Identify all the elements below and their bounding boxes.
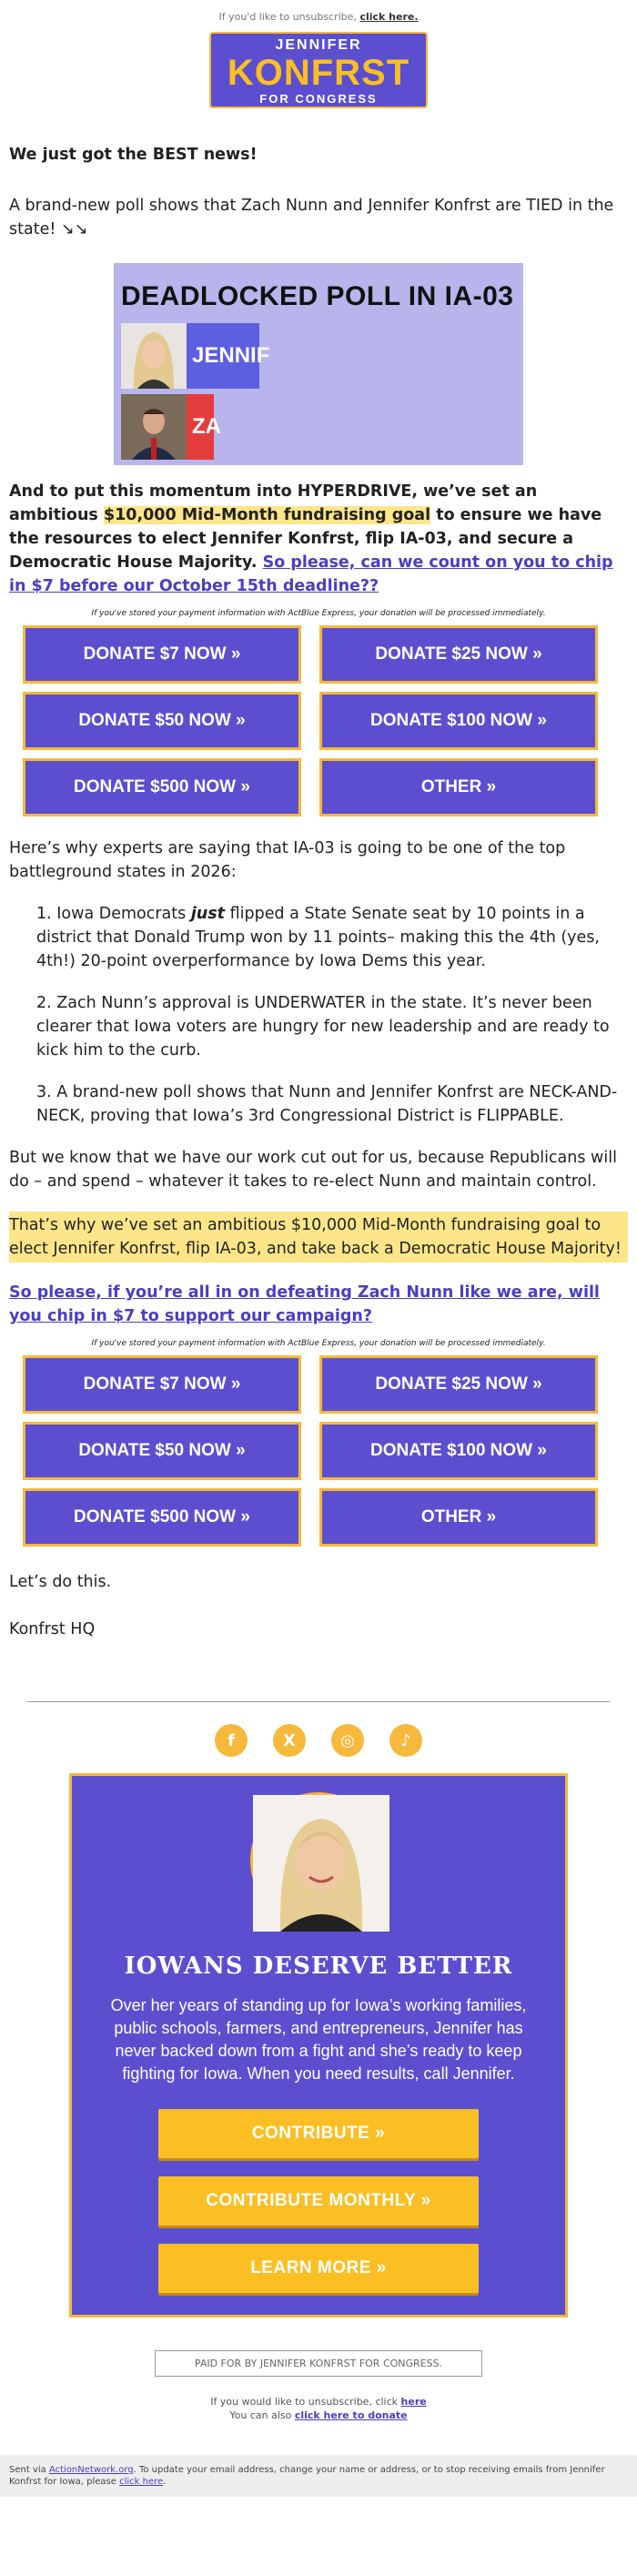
- bio-heading: IOWANS DESERVE BETTER: [124, 1952, 513, 1980]
- logo-wrap: [0, 32, 637, 108]
- unsubscribe-link[interactable]: click here.: [359, 11, 419, 23]
- unsubscribe-header: [0, 0, 637, 23]
- reason-1-emphasis: just: [190, 905, 226, 923]
- bio-card: [69, 1773, 568, 2317]
- logo-tagline: FOR CONGRESS: [259, 92, 378, 106]
- unsubscribe-text: If you'd like to unsubscribe,: [218, 11, 357, 23]
- support-ask-link[interactable]: So please, if you’re all in on defeating Zach Nunn like we are, will you chip in $7 to support our campaign?: [9, 1283, 600, 1325]
- donate-500-button[interactable]: DONATE $500 NOW »: [23, 758, 301, 816]
- donate-50-button[interactable]: DONATE $50 NOW »: [23, 1422, 301, 1480]
- konfrst-photo: [121, 323, 187, 389]
- campaign-logo: [209, 32, 428, 108]
- contribute-button[interactable]: CONTRIBUTE »: [158, 2109, 479, 2158]
- logo-first-name: JENNIFER: [275, 37, 362, 53]
- reason-1-text: 1. Iowa Democrats: [36, 905, 191, 923]
- headshot-image: [253, 1795, 389, 1932]
- konfrst-name: JENNIF: [187, 323, 259, 389]
- but-paragraph: But we know that we have our work cut out for us, because Republicans will do – and spend – whatever it takes to re-elect Nunn and maintain control.: [9, 1149, 617, 1191]
- donate-25-button[interactable]: DONATE $25 NOW »: [319, 625, 598, 684]
- actionnetwork-link[interactable]: ActionNetwork.org: [48, 2465, 134, 2475]
- footer-unsub-link[interactable]: here: [400, 2396, 427, 2408]
- x-icon[interactable]: X: [273, 1724, 306, 1757]
- headshot-photo: [250, 1792, 387, 1929]
- closing-line: Let’s do this.: [9, 1573, 112, 1591]
- donate-other-button[interactable]: OTHER »: [319, 758, 598, 816]
- reason-1: [9, 902, 628, 973]
- nunn-photo: [121, 394, 187, 460]
- manage-email-link[interactable]: click here: [119, 2477, 164, 2487]
- poll-title: DEADLOCKED POLL IN IA-03: [121, 281, 514, 311]
- donate-7-button[interactable]: DONATE $7 NOW »: [23, 1355, 301, 1414]
- instagram-icon[interactable]: ◎: [331, 1724, 364, 1757]
- logo-last-name: KONFRST: [227, 53, 410, 93]
- intro-paragraph: A brand-new poll shows that Zach Nunn and Jennifer Konfrst are TIED in the state! ↘↘: [9, 197, 614, 238]
- closing-section: [0, 1570, 637, 1641]
- greeting: We just got the BEST news!: [9, 146, 258, 164]
- footer-links: [0, 2395, 637, 2422]
- footer-unsub-text: If you would like to unsubscribe, click: [210, 2396, 401, 2408]
- footer-donate-text: You can also: [229, 2409, 295, 2421]
- donate-100-button[interactable]: DONATE $100 NOW »: [319, 1422, 598, 1480]
- donate-7-button[interactable]: DONATE $7 NOW »: [23, 625, 301, 684]
- reason-3: 3. A brand-new poll shows that Nunn and Jennifer Konfrst are NECK-AND-NECK, proving that Iowa’s 3rd Congressional District is FLIPPABLE.: [36, 1083, 618, 1125]
- learn-more-button[interactable]: LEARN MORE »: [158, 2244, 479, 2293]
- candidate-konfrst: [121, 323, 270, 389]
- goal-block: That’s why we’ve set an ambitious $10,000 Mid-Month fundraising goal to elect Jennifer Konfrst, flip IA-03, and take back a Democratic House Majority!: [9, 1212, 628, 1263]
- signoff: Konfrst HQ: [9, 1620, 96, 1638]
- momentum-paragraph: [9, 480, 628, 598]
- email-body-2: [0, 837, 637, 1348]
- reason-1-text-2: flipped a State Senate seat by 10 points in a district that Donald Trump won by 11 points– making this the 4th (yes, 4th!) 20-point overperformance by Iowa Dems this year.: [36, 905, 600, 970]
- divider: [27, 1701, 610, 1702]
- sent-via-rest: . To update your email address, change your name or address, or to stop receiving emails from Jennifer Konfrst for Iowa, please: [9, 2465, 605, 2487]
- footer-donate-link[interactable]: click here to donate: [294, 2409, 408, 2421]
- momentum-text-2: to ensure we have the resources to elect Jennifer Konfrst, flip IA-03, and secure a Democratic House Majority.: [9, 506, 602, 572]
- paid-for-disclaimer: PAID FOR BY JENNIFER KONFRST FOR CONGRESS.: [155, 2350, 482, 2377]
- donate-500-button[interactable]: DONATE $500 NOW »: [23, 1488, 301, 1547]
- why-paragraph: Here’s why experts are saying that IA-03 is going to be one of the top battleground states in 2026:: [9, 839, 566, 881]
- candidate-nunn: [121, 394, 221, 460]
- ask-paragraph: [9, 1281, 628, 1328]
- sent-via-text: Sent via: [9, 2465, 49, 2475]
- donate-50-button[interactable]: DONATE $50 NOW »: [23, 692, 301, 750]
- bio-text: Over her years of standing up for Iowa’s working families, public schools, farmers, and entrepreneurs, Jennifer has never backed down from a fight and she’s ready to keep fighting for Iowa. When you need results, call Jennifer.: [110, 1996, 527, 2083]
- facebook-icon[interactable]: f: [215, 1724, 248, 1757]
- tiktok-icon[interactable]: ♪: [389, 1724, 422, 1757]
- footer-unsubscribe: [0, 2395, 637, 2409]
- poll-image[interactable]: [114, 263, 523, 465]
- donate-buttons-2: [0, 1355, 637, 1547]
- goal-highlight: $10,000 Mid-Month fundraising goal: [103, 506, 431, 524]
- contribute-monthly-button[interactable]: CONTRIBUTE MONTHLY »: [158, 2176, 479, 2226]
- momentum-text: And to put this momentum into HYPERDRIVE, we’ve set an ambitious: [9, 482, 538, 524]
- email-body: [0, 143, 637, 618]
- footer-donate: [0, 2409, 637, 2422]
- actblue-note: If you've stored your payment information with ActBlue Express, your donation will be processed immediately.: [91, 609, 546, 618]
- nunn-name: ZA: [187, 394, 214, 460]
- sent-via-bar: Sent via ActionNetwork.org. To update your email address, change your name or address, or to stop receiving emails from Jennifer Konfrst for Iowa, please click here.: [0, 2455, 637, 2497]
- donate-100-button[interactable]: DONATE $100 NOW »: [319, 692, 598, 750]
- donate-buttons: [0, 625, 637, 816]
- donate-other-button[interactable]: OTHER »: [319, 1488, 598, 1547]
- donate-25-button[interactable]: DONATE $25 NOW »: [319, 1355, 598, 1414]
- social-links: [0, 1724, 637, 1757]
- donate-ask-link[interactable]: So please, can we count on you to chip in $7 before our October 15th deadline??: [9, 553, 613, 595]
- reason-2: 2. Zach Nunn’s approval is UNDERWATER in the state. It’s never been clearer that Iowa voters are hungry for new leadership and are ready to kick him to the curb.: [36, 994, 610, 1060]
- actblue-note-2: If you've stored your payment information with ActBlue Express, your donation will be processed immediately.: [91, 1339, 546, 1348]
